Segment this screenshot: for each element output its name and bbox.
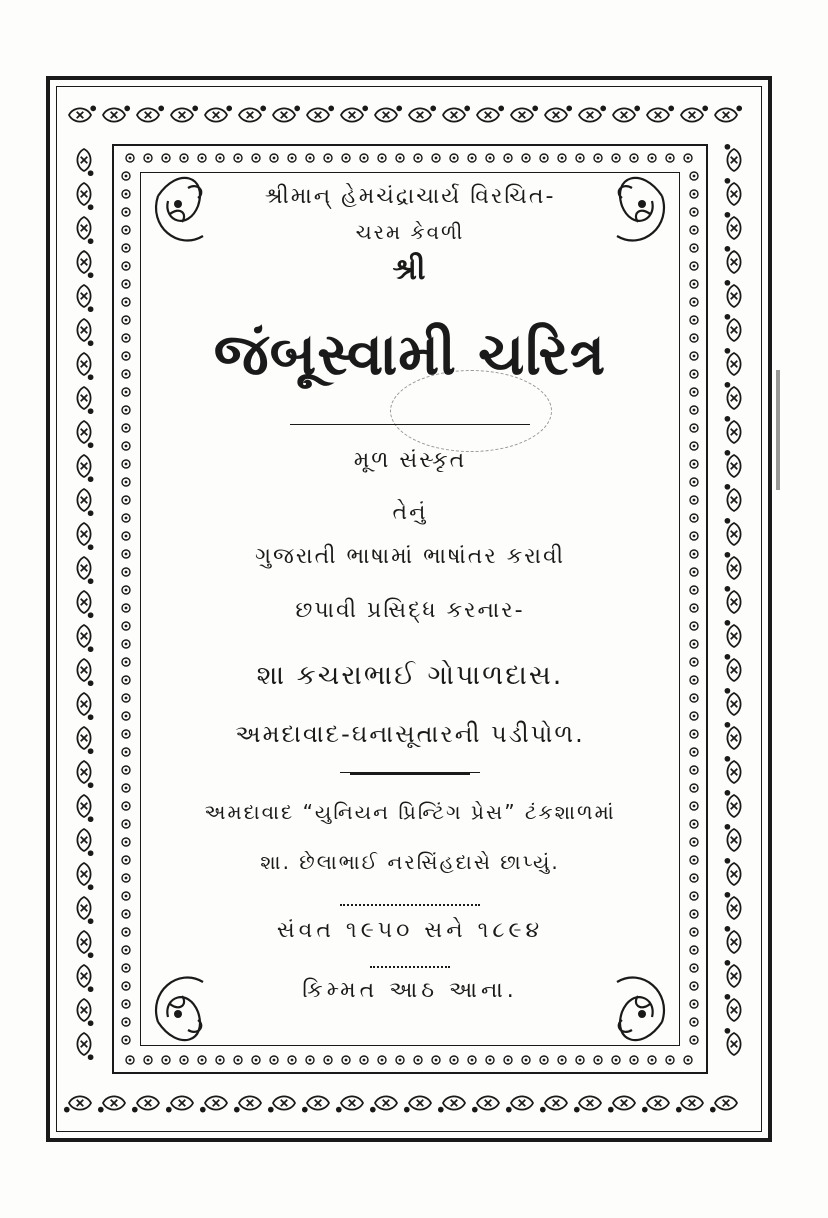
publisher-name: શા કચરાભાઈ ગોપાળદાસ. — [256, 660, 564, 691]
tenu-line: તેનું — [392, 500, 428, 525]
binding-mark — [776, 370, 780, 490]
shri-heading: શ્રી — [392, 252, 428, 287]
subtitle-line: ચરમ કેવળી — [355, 220, 465, 244]
author-line: શ્રીમાન્ હેમચંદ્રાચાર્ય વિરચિત- — [264, 184, 556, 209]
price-line: કિમ્મત આઠ આના. — [302, 978, 518, 1003]
translation-line: ગુજરાતી ભાષામાં ભાષાંતર કરાવી — [254, 544, 566, 569]
press-line: અમદાવાદ “યુનિયન પ્રિન્ટિંગ પ્રેસ” ટંકશાળમાં — [204, 800, 616, 824]
publisher-line: છપાવી પ્રસિદ્ધ કરનાર- — [295, 598, 525, 623]
samvat-line: સંવત ૧૯૫૦ સને ૧૮૯૪ — [276, 918, 544, 943]
dotted-divider — [340, 904, 480, 906]
book-title: જંબૂસ્વામી ચરિત્ર — [213, 320, 607, 388]
dotted-divider-short — [370, 966, 450, 968]
mool-line: મૂળ સંસ્કૃત — [353, 448, 467, 473]
publisher-address: અમદાવાદ-ઘનાસૂતારની પડીપોળ. — [235, 720, 585, 748]
printer-line: શા. છેલાભાઈ નરસિંહદાસે છાપ્યું. — [260, 850, 560, 874]
title-underline — [290, 424, 530, 425]
divider-thin — [340, 772, 480, 773]
